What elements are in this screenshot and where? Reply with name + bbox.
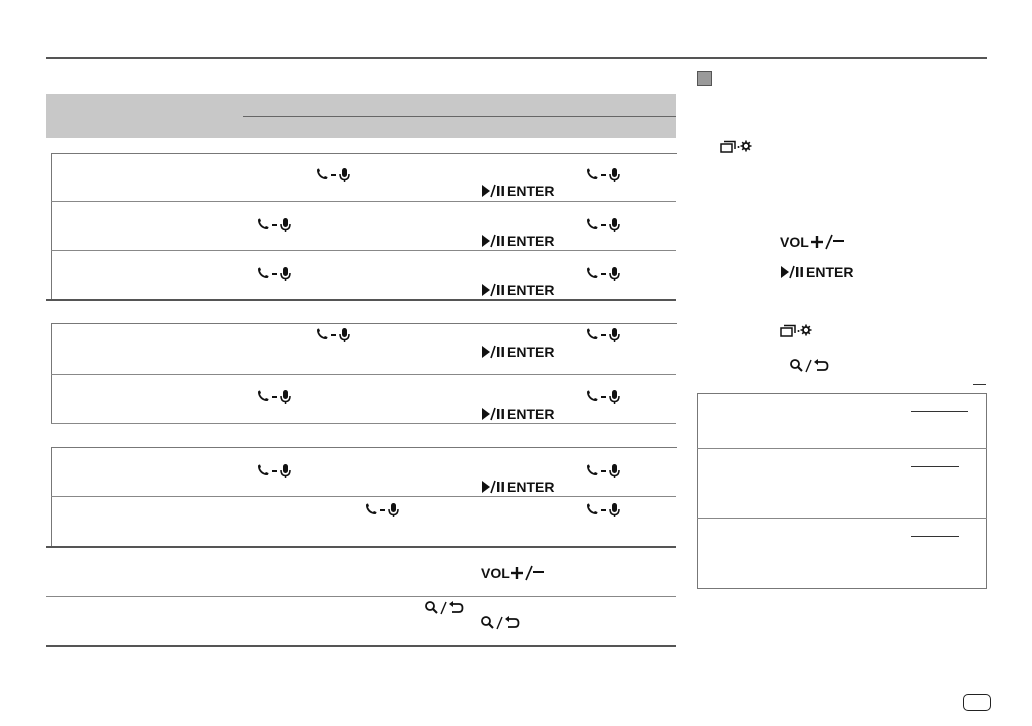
info-box-divider <box>697 518 987 519</box>
info-box-divider <box>697 448 987 449</box>
display-settings-icon <box>780 323 814 339</box>
phone-mic-icon <box>584 167 624 183</box>
enter-label: ENTER <box>507 282 555 298</box>
minus-icon <box>533 571 544 573</box>
search-back-icon <box>424 600 464 616</box>
row-divider <box>46 596 676 597</box>
vol-label: VOL <box>780 234 809 250</box>
phone-mic-icon <box>584 389 624 405</box>
play-pause-icon <box>481 345 505 359</box>
play-pause-icon <box>780 265 804 279</box>
phone-mic-icon <box>255 389 295 405</box>
table-bottom-rule <box>46 645 676 647</box>
row-divider <box>51 423 676 424</box>
play-pause-icon <box>481 283 505 297</box>
enter-label: ENTER <box>507 233 555 249</box>
play-pause-icon <box>481 184 505 198</box>
underline-mark <box>911 466 959 467</box>
section-square-marker <box>697 71 712 86</box>
phone-mic-icon <box>584 266 624 282</box>
plus-icon <box>511 567 523 579</box>
enter-label: ENTER <box>507 406 555 422</box>
phone-mic-icon <box>584 502 624 518</box>
underline-mark <box>911 536 959 537</box>
minus-icon <box>833 240 844 242</box>
phone-mic-icon <box>255 217 295 233</box>
table-header-divider <box>243 116 676 117</box>
phone-mic-icon <box>584 463 624 479</box>
section-divider <box>46 299 676 301</box>
section-c-box <box>51 447 677 547</box>
phone-mic-icon <box>314 327 354 343</box>
search-back-icon <box>480 615 520 631</box>
slash-divider <box>525 565 533 581</box>
play-pause-icon <box>481 480 505 494</box>
row-divider <box>51 250 676 251</box>
phone-mic-icon <box>363 502 403 518</box>
play-pause-icon <box>481 407 505 421</box>
enter-label: ENTER <box>507 479 555 495</box>
top-rule <box>46 57 987 59</box>
phone-mic-icon <box>314 167 354 183</box>
info-box <box>697 393 987 589</box>
row-divider <box>51 496 676 497</box>
phone-mic-icon <box>584 327 624 343</box>
enter-label: ENTER <box>507 344 555 360</box>
enter-label: ENTER <box>806 264 854 280</box>
phone-mic-icon <box>255 463 295 479</box>
search-back-icon <box>789 358 829 374</box>
play-pause-icon <box>481 234 505 248</box>
slash-divider <box>825 234 833 250</box>
row-divider <box>51 374 676 375</box>
display-settings-icon <box>720 139 754 155</box>
row-divider <box>51 201 676 202</box>
phone-mic-icon <box>584 217 624 233</box>
underline-mark <box>911 411 968 412</box>
vol-label: VOL <box>481 565 510 581</box>
plus-icon <box>811 236 823 248</box>
small-dash <box>973 384 986 385</box>
phone-mic-icon <box>255 266 295 282</box>
enter-label: ENTER <box>507 183 555 199</box>
page-number-badge <box>963 694 991 711</box>
section-divider <box>46 546 676 548</box>
